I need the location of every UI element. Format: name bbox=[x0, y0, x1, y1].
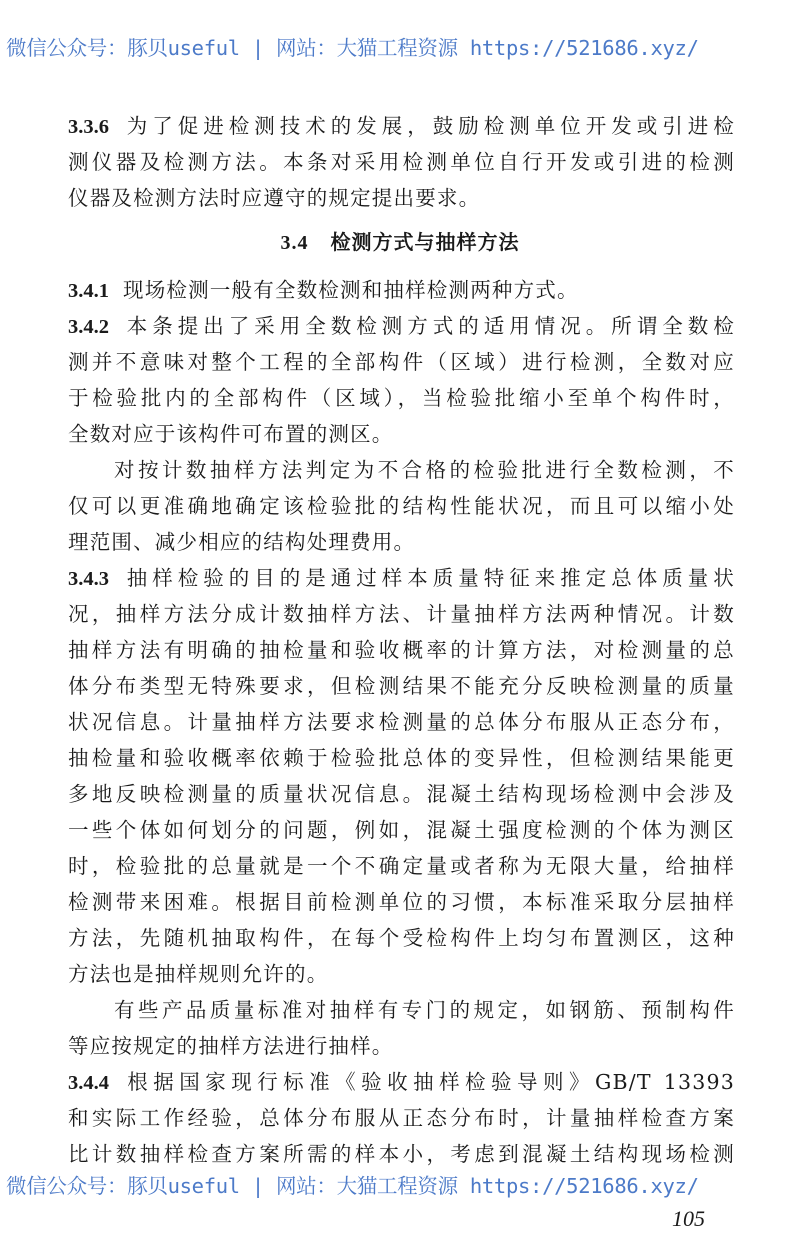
text-line bbox=[68, 708, 735, 736]
line-text: 测仪器及检测方法。本条对采用检测单位自行开发或引进的检测 bbox=[68, 150, 735, 174]
text-line bbox=[68, 492, 735, 520]
text-line bbox=[68, 1068, 735, 1096]
line-text: 方法，先随机抽取构件，在每个受检构件上均匀布置测区，这种 bbox=[68, 926, 735, 950]
text-line bbox=[68, 744, 735, 772]
line-text: 全数对应于该构件可布置的测区。 bbox=[68, 422, 394, 446]
text-line bbox=[68, 672, 735, 700]
line-text: 有些产品质量标准对抽样有专门的规定，如钢筋、预制构件 bbox=[114, 998, 735, 1022]
line-text: 现场检测一般有全数检测和抽样检测两种方式。 bbox=[123, 278, 579, 302]
line-text: 仪器及检测方法时应遵守的规定提出要求。 bbox=[68, 186, 481, 210]
text-line bbox=[68, 276, 735, 305]
line-text: 状况信息。计量抽样方法要求检测量的总体分布服从正态分布， bbox=[68, 710, 735, 734]
text-line bbox=[68, 348, 735, 376]
clause-number: 3.4.4 bbox=[68, 1072, 109, 1094]
text-line bbox=[68, 960, 735, 988]
section-heading bbox=[0, 228, 800, 257]
clause-number: 3.4.1 bbox=[68, 280, 109, 302]
text-line bbox=[68, 600, 735, 628]
line-text: 仅可以更准确地确定该检验批的结构性能状况，而且可以缩小处 bbox=[68, 494, 735, 518]
line-text: 时，检验批的总量就是一个不确定量或者称为无限大量，给抽样 bbox=[68, 854, 735, 878]
clause-number: 3.3.6 bbox=[68, 116, 109, 138]
line-text: 抽检量和验收概率依赖于检验批总体的变异性，但检测结果能更 bbox=[68, 746, 735, 770]
text-line bbox=[68, 924, 735, 952]
line-text: 体分布类型无特殊要求，但检测结果不能充分反映检测量的质量 bbox=[68, 674, 735, 698]
text-line bbox=[68, 1032, 735, 1060]
text-line bbox=[68, 888, 735, 916]
text-line bbox=[68, 852, 735, 880]
text-line bbox=[114, 996, 735, 1024]
line-text: 于检验批内的全部构件（区域），当检验批缩小至单个构件时， bbox=[68, 386, 735, 410]
line-text: 测并不意味对整个工程的全部构件（区域）进行检测，全数对应 bbox=[68, 350, 735, 374]
line-text: 比计数抽样检查方案所需的样本小，考虑到混凝土结构现场检测 bbox=[68, 1142, 735, 1166]
watermark-top: 微信公众号：豚贝useful | 网站：大猫工程资源 https://521686.xyz/ bbox=[6, 36, 699, 60]
line-text: 检测带来困难。根据目前检测单位的习惯，本标准采取分层抽样 bbox=[68, 890, 735, 914]
page-number: 105 bbox=[672, 1206, 705, 1231]
text-line bbox=[68, 636, 735, 664]
text-line bbox=[68, 780, 735, 808]
clause-number: 3.4.2 bbox=[68, 316, 109, 338]
section-number: 3.4 bbox=[280, 232, 309, 254]
clause-number: 3.4.3 bbox=[68, 568, 109, 590]
line-text: 理范围、减少相应的结构处理费用。 bbox=[68, 530, 416, 554]
text-line bbox=[68, 148, 735, 176]
text-line bbox=[68, 184, 735, 212]
line-text: 方法也是抽样规则允许的。 bbox=[68, 962, 329, 986]
line-text: 和实际工作经验，总体分布服从正态分布时，计量抽样检查方案 bbox=[68, 1106, 735, 1130]
line-text: 一些个体如何划分的问题，例如，混凝土强度检测的个体为测区 bbox=[68, 818, 735, 842]
line-text: 况，抽样方法分成计数抽样方法、计量抽样方法两种情况。计数 bbox=[68, 602, 735, 626]
line-text: 抽样方法有明确的抽检量和验收概率的计算方法，对检测量的总 bbox=[68, 638, 735, 662]
text-line bbox=[68, 528, 735, 556]
text-line bbox=[68, 1104, 735, 1132]
text-line bbox=[68, 312, 735, 340]
text-line bbox=[68, 420, 735, 448]
watermark-bottom: 微信公众号：豚贝useful | 网站：大猫工程资源 https://521686.xyz/ bbox=[6, 1174, 699, 1198]
line-text: 本条提出了采用全数检测方式的适用情况。所谓全数检 bbox=[123, 314, 735, 338]
line-text: 等应按规定的抽样方法进行抽样。 bbox=[68, 1034, 394, 1058]
line-text: 根据国家现行标准《验收抽样检验导则》GB/T 13393 bbox=[123, 1070, 735, 1094]
text-line bbox=[68, 1140, 735, 1168]
line-text: 为了促进检测技术的发展，鼓励检测单位开发或引进检 bbox=[123, 114, 735, 138]
text-line bbox=[68, 112, 735, 140]
text-line bbox=[68, 816, 735, 844]
text-line bbox=[114, 456, 735, 484]
section-title: 检测方式与抽样方法 bbox=[330, 230, 520, 254]
line-text: 对按计数抽样方法判定为不合格的检验批进行全数检测，不 bbox=[114, 458, 735, 482]
line-text: 多地反映检测量的质量状况信息。混凝土结构现场检测中会涉及 bbox=[68, 782, 735, 806]
text-line bbox=[68, 564, 735, 592]
text-line bbox=[68, 384, 735, 412]
line-text: 抽样检验的目的是通过样本质量特征来推定总体质量状 bbox=[123, 566, 735, 590]
